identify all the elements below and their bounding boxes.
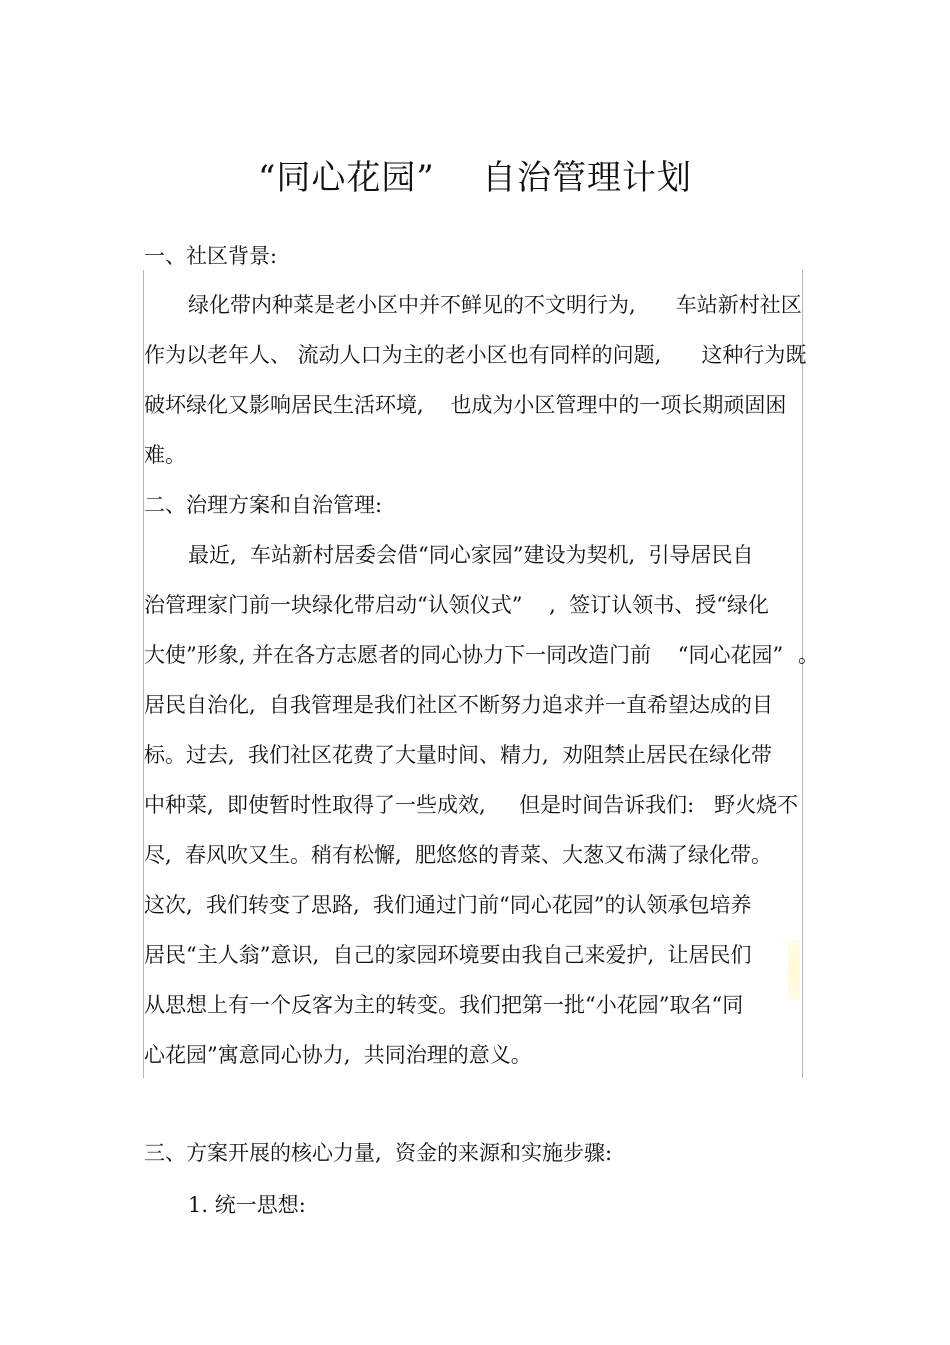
paragraph-line: 心花园”寓意同心协力, 共同治理的意义。 xyxy=(144,1043,532,1067)
paragraph-line: 难。 xyxy=(144,443,186,467)
paragraph-line: 居民“主人翁”意识, 自己的家园环境要由我自己来爱护, 让居民们 xyxy=(144,943,752,967)
watermark-mark xyxy=(788,940,800,1000)
paragraph-line: 从思想上有一个反客为主的转变。我们把第一批“小花园”取名“同 xyxy=(144,993,744,1017)
paragraph-line: 作为以老年人、 流动人口为主的老小区也有同样的问题, 这种行为既 xyxy=(144,343,807,367)
subheading-unify-thinking: 1. 统一思想: xyxy=(188,1193,306,1217)
paragraph-line: 绿化带内种菜是老小区中并不鲜见的不文明行为, 车站新村社区 xyxy=(188,293,802,317)
section-heading-background: 一、社区背景: xyxy=(144,244,278,268)
paragraph-line: 大使”形象, 并在各方志愿者的同心协力下一同改造门前 “同心花园” xyxy=(144,643,784,667)
paragraph-line: 治管理家门前一块绿化带启动“认领仪式” , 签订认领书、授“绿化 xyxy=(144,593,769,617)
paragraph-line: 居民自治化, 自我管理是我们社区不断努力追求并一直希望达成的目 xyxy=(144,693,774,717)
paragraph-line: 破坏绿化又影响居民生活环境, 也成为小区管理中的一项长期顽固困 xyxy=(144,393,787,417)
paragraph-line: 尽, 春风吹又生。稍有松懈, 肥悠悠的青菜、大葱又布满了绿化带。 xyxy=(144,843,773,867)
section-heading-implementation: 三、方案开展的核心力量, 资金的来源和实施步骤: xyxy=(144,1141,613,1165)
paragraph-line: 标。过去, 我们社区花费了大量时间、精力, 劝阻禁止居民在绿化带 xyxy=(144,743,773,767)
paragraph-line: 最近, 车站新村居委会借“同心家园”建设为契机, 引导居民自 xyxy=(188,543,754,567)
paragraph-line-tail: 。 xyxy=(798,643,819,667)
paragraph-line: 这次, 我们转变了思路, 我们通过门前“同心花园”的认领承包培养 xyxy=(144,893,752,917)
paragraph-line: 中种菜, 即使暂时性取得了一些成效, 但是时间告诉我们: 野火烧不 xyxy=(144,793,799,817)
document-title: “同心花园” 自治管理计划 xyxy=(258,158,692,198)
section-heading-governance: 二、治理方案和自治管理: xyxy=(144,493,383,517)
